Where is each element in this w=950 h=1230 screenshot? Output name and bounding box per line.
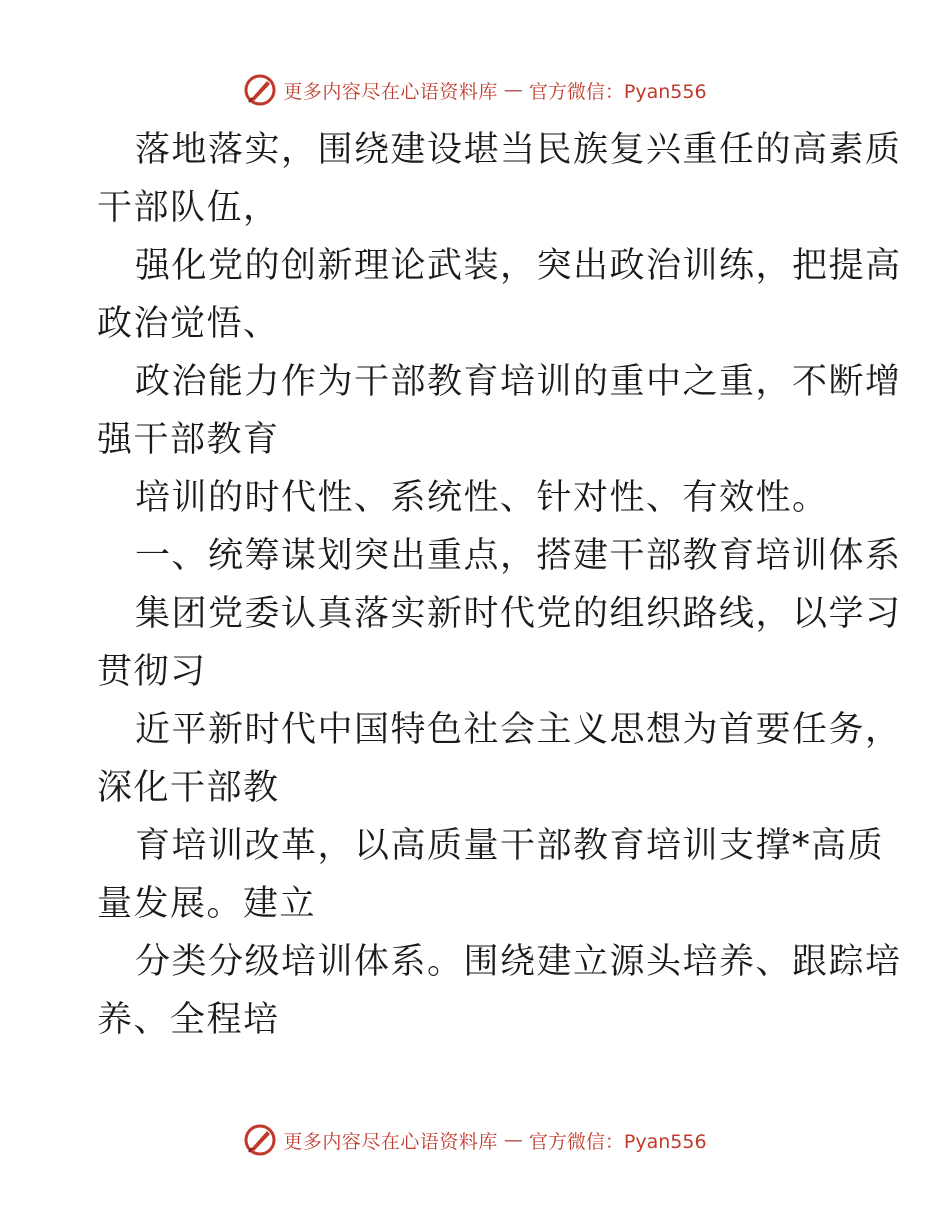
body-line: 深化干部教 [97,768,280,808]
body-line: 量发展。建立 [97,884,317,924]
document-body [97,121,902,1049]
section-heading: 一、统筹谋划突出重点，搭建干部教育培训体系 [135,536,902,576]
footer-banner-wechat: 官方微信：Pyan556 [528,1130,707,1153]
body-line: 贯彻习 [97,652,207,692]
body-line: 干部队伍， [97,188,280,228]
body-line: 养、全程培 [97,1000,280,1040]
body-line: 政治觉悟、 [97,304,280,344]
body-line: 培训的时代性、系统性、针对性、有效性。 [135,478,829,518]
body-line: 集团党委认真落实新时代党的组织路线，以学习 [135,594,902,634]
red-quill-logo-icon [243,1123,277,1157]
body-line: 落地落实，围绕建设堪当民族复兴重任的高素质 [135,130,902,170]
footer-banner-separator: — [503,1129,523,1151]
body-line: 强干部教育 [97,420,280,460]
footer-banner [0,1120,950,1160]
header-banner [0,70,950,110]
header-banner-separator: — [503,79,523,101]
header-banner-wechat: 官方微信：Pyan556 [528,80,707,103]
red-quill-logo-icon [243,73,277,107]
body-line: 近平新时代中国特色社会主义思想为首要任务， [135,710,902,750]
body-line: 育培训改革，以高质量干部教育培训支撑*高质 [135,826,885,866]
body-line: 分类分级培训体系。围绕建立源头培养、跟踪培 [135,942,902,982]
body-line: 政治能力作为干部教育培训的重中之重，不断增 [135,362,902,402]
body-line: 强化党的创新理论武装，突出政治训练，把提高 [135,246,902,286]
header-banner-text: 更多内容尽在心语资料库 [283,80,498,103]
footer-banner-text: 更多内容尽在心语资料库 [283,1130,498,1153]
